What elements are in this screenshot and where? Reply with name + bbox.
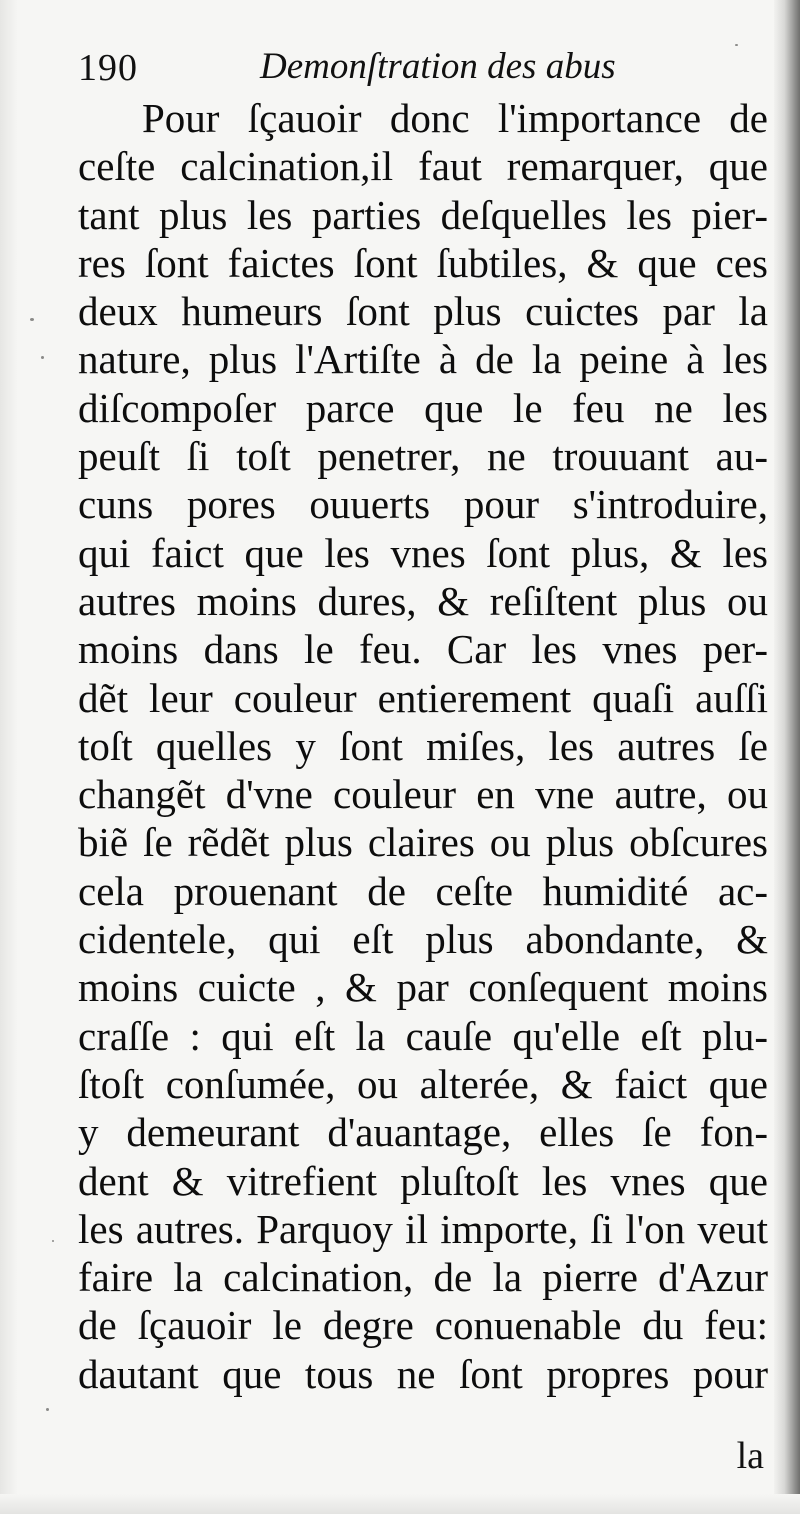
text-line: biẽ ſe rẽdẽt plus claires ou plus obſcures xyxy=(78,819,768,866)
page-header xyxy=(78,40,768,92)
text-line: autres moins dures, & reſiſtent plus ou xyxy=(78,577,768,624)
text-line: tant plus les parties deſquelles les pier- xyxy=(78,191,768,238)
catchword: la xyxy=(736,1435,764,1477)
page-number: 190 xyxy=(78,47,138,89)
text-line: ſtoſt conſumée, ou alterée, & faict que xyxy=(78,1060,768,1107)
page-right-edge-shadow xyxy=(774,0,800,1514)
paper-speck xyxy=(30,318,34,321)
running-head: Demonſtration des abus xyxy=(260,46,616,87)
text-line: Pour ſçauoir donc l'importance de xyxy=(142,95,768,141)
text-line: qui faict que les vnes ſont plus, & les xyxy=(78,529,768,576)
text-line: cuns pores ouuerts pour s'introduire, xyxy=(78,481,768,528)
paper-speck xyxy=(46,1408,49,1411)
text-line: dent & vitrefient pluſtoſt les vnes que xyxy=(78,1157,768,1204)
text-line: peuſt ſi toſt penetrer, ne trouuant au- xyxy=(78,433,768,480)
paper-speck xyxy=(41,356,44,359)
text-line: y demeurant d'auantage, elles ſe fon- xyxy=(78,1109,768,1156)
paper-speck xyxy=(52,1240,54,1242)
text-line: cela prouenant de ceſte humidité ac- xyxy=(78,867,768,914)
text-line: les autres. Parquoy il importe, ſi l'on veut xyxy=(78,1205,768,1252)
text-line: cidentele, qui eſt plus abondante, & xyxy=(78,916,768,963)
text-line: deux humeurs ſont plus cuictes par la xyxy=(78,288,768,335)
text-line: moins cuicte , & par conſequent moins xyxy=(78,964,768,1011)
text-line: toſt quelles y ſont miſes, les autres ſe xyxy=(78,722,768,769)
text-line: craſſe : qui eſt la cauſe qu'elle eſt plu- xyxy=(78,1012,768,1059)
text-line: ceſte calcination,il faut remarquer, que xyxy=(78,143,768,190)
page-bottom-edge xyxy=(0,1494,800,1514)
body-text xyxy=(78,94,768,1398)
text-line: nature, plus l'Artiſte à de la peine à les xyxy=(78,336,768,383)
page-left-edge xyxy=(0,0,18,1514)
text-line: de ſçauoir le degre conuenable du feu: xyxy=(78,1302,768,1349)
text-line: res ſont faictes ſont ſubtiles, & que ces xyxy=(78,239,768,286)
text-line: diſcompoſer parce que le feu ne les xyxy=(78,384,768,431)
text-line: faire la calcination, de la pierre d'Azur xyxy=(78,1254,768,1301)
text-line: dẽt leur couleur entierement quaſi auſſi xyxy=(78,674,768,721)
text-line: dautant que tous ne ſont propres pour xyxy=(78,1350,768,1397)
text-line: changẽt d'vne couleur en vne autre, ou xyxy=(78,771,768,818)
text-line: moins dans le feu. Car les vnes per- xyxy=(78,626,768,673)
